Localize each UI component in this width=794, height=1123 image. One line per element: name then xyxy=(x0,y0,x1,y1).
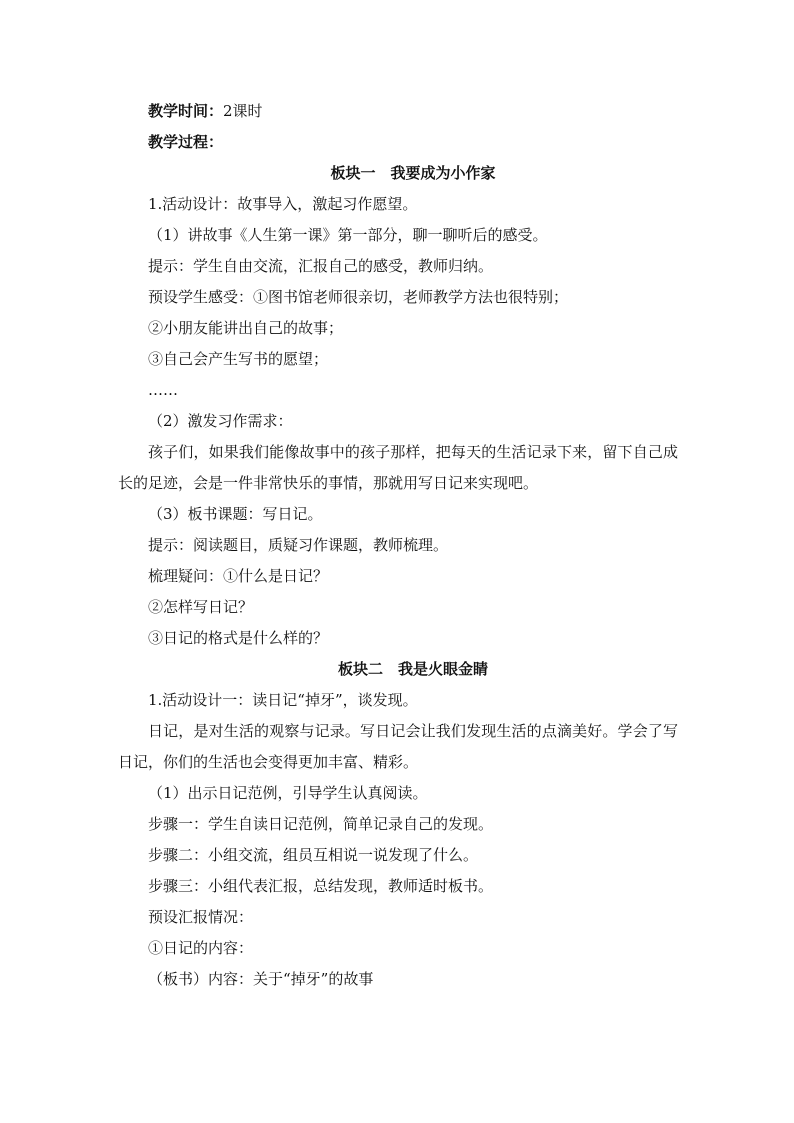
section1-hint2: 提示：阅读题目，质疑习作课题，教师梳理。 xyxy=(148,536,449,554)
section1-hint1: 提示：学生自由交流，汇报自己的感受，教师归纳。 xyxy=(148,257,494,275)
section2-preset: 预设汇报情况： xyxy=(148,908,254,926)
section1-preset: 预设学生感受：①图书馆老师很亲切，老师教学方法也很特别； xyxy=(148,288,569,306)
section2-step1: （1）出示日记范例，引导学生认真阅读。 xyxy=(148,784,428,802)
section2-stepB: 步骤二：小组交流，组员互相说一说发现了什么。 xyxy=(148,846,479,864)
section1-q2: ②怎样写日记？ xyxy=(148,598,254,616)
teaching-process-line xyxy=(118,127,678,158)
section1-ellipsis: …… xyxy=(148,381,178,399)
teaching-process-label: 教学过程： xyxy=(148,133,224,151)
document-body xyxy=(118,96,678,995)
section2-stepA: 步骤一：学生自读日记范例，简单记录自己的发现。 xyxy=(148,815,494,833)
section1-step2: （2）激发习作需求： xyxy=(148,412,293,430)
teaching-time-line xyxy=(118,96,678,127)
section2-content-label: ①日记的内容： xyxy=(148,939,254,957)
section2-board: （板书）内容：关于“掉牙”的故事 xyxy=(148,970,374,988)
section2-heading: 板块二 我是火眼金睛 xyxy=(337,660,488,678)
section2-paragraph: 日记，是对生活的观察与记录。写日记会让我们发现生活的点滴美好。学会了写日记，你们的生活也会变得更加丰富、精彩。 xyxy=(118,722,678,771)
section1-step1: （1）讲故事《人生第一课》第一部分，聊一聊听后的感受。 xyxy=(148,226,548,244)
section1-q3: ③日记的格式是什么样的？ xyxy=(148,629,329,647)
section1-paragraph: 孩子们，如果我们能像故事中的孩子那样，把每天的生活记录下来，留下自己成长的足迹，会是一件非常快乐的事情，那就用写日记来实现吧。 xyxy=(118,443,678,492)
teaching-time-value: 2课时 xyxy=(223,102,263,120)
section1-activity: 1.活动设计：故事导入，激起习作愿望。 xyxy=(148,195,418,213)
section1-questions: 梳理疑问：①什么是日记？ xyxy=(148,567,329,585)
section2-stepC: 步骤三：小组代表汇报，总结发现，教师适时板书。 xyxy=(148,877,494,895)
teaching-time-label: 教学时间： xyxy=(148,102,224,120)
section1-preset2: ②小朋友能讲出自己的故事； xyxy=(148,319,344,337)
section1-heading: 板块一 我要成为小作家 xyxy=(330,164,496,182)
section2-activity: 1.活动设计一：读日记“掉牙”，谈发现。 xyxy=(148,691,418,709)
section1-step3: （3）板书课题：写日记。 xyxy=(148,505,323,523)
section1-preset3: ③自己会产生写书的愿望； xyxy=(148,350,329,368)
